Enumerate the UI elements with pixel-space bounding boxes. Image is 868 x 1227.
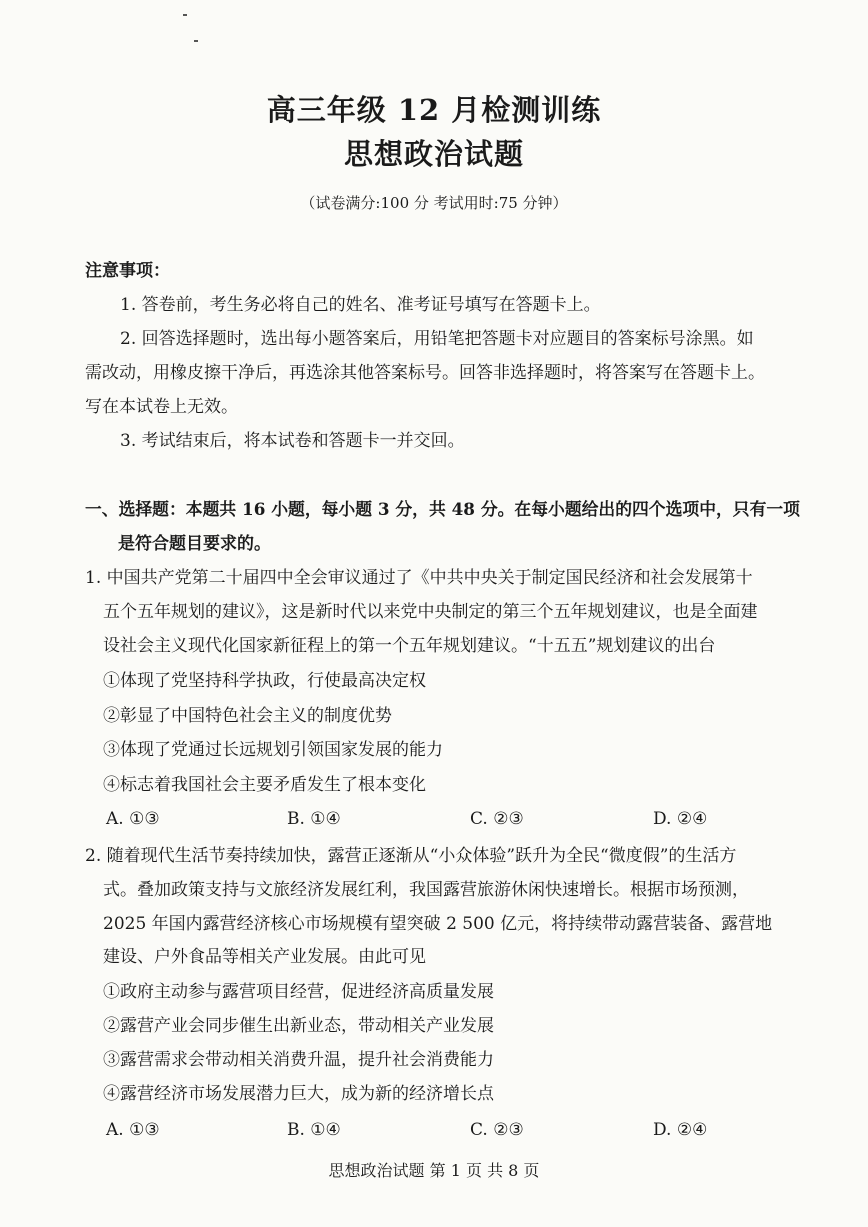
section-heading: 一、选择题：本题共 16 小题，每小题 3 分，共 48 分。在每小题给出的四个选项中，只有一项 [85,500,800,520]
question-2-statement: ①政府主动参与露营项目经营，促进经济高质量发展 [103,982,494,1002]
page-footer: 思想政治试题 第 1 页 共 8 页 [328,1161,540,1180]
section-heading-cont: 是符合题目要求的。 [118,534,271,554]
exam-info: （试卷满分:100 分 考试用时:75 分钟） [300,194,568,212]
question-1-statement: ②彰显了中国特色社会主义的制度优势 [103,706,392,726]
question-1-stem: 1. 中国共产党第二十届四中全会审议通过了《中共中央关于制定国民经济和社会发展第十 [85,568,753,588]
question-2-statement: ②露营产业会同步催生出新业态，带动相关产业发展 [103,1016,494,1036]
question-2-option-d: D. ②④ [653,1120,708,1140]
scan-mark [194,40,198,42]
question-1-option-d: D. ②④ [653,809,708,829]
notice-item-2-cont: 需改动，用橡皮擦干净后，再选涂其他答案标号。回答非选择题时，将答案写在答题卡上。 [85,363,765,383]
question-2-stem-cont: 2025 年国内露营经济核心市场规模有望突破 2 500 亿元，将持续带动露营装备、露营地 [103,914,773,934]
question-1-statement: ①体现了党坚持科学执政，行使最高决定权 [103,671,426,691]
notice-item-3: 3. 考试结束后，将本试卷和答题卡一并交回。 [120,431,465,451]
question-2-statement: ④露营经济市场发展潜力巨大，成为新的经济增长点 [103,1084,494,1104]
notice-heading: 注意事项： [85,261,170,281]
scan-mark [183,14,187,16]
question-1-option-b: B. ①④ [287,809,341,829]
question-1-statement: ④标志着我国社会主要矛盾发生了根本变化 [103,775,426,795]
question-2-option-c: C. ②③ [470,1120,524,1140]
question-2-option-a: A. ①③ [106,1120,160,1140]
question-2-stem-cont: 式。叠加政策支持与文旅经济发展红利，我国露营旅游休闲快速增长。根据市场预测， [103,880,749,900]
question-1-option-c: C. ②③ [470,809,524,829]
question-1-stem-cont: 五个五年规划的建议》，这是新时代以来党中央制定的第三个五年规划建议，也是全面建 [103,602,758,622]
question-2-stem-cont: 建设、户外食品等相关产业发展。由此可见 [103,947,426,967]
question-2-statement: ③露营需求会带动相关消费升温，提升社会消费能力 [103,1050,494,1070]
question-1-stem-cont: 设社会主义现代化国家新征程上的第一个五年规划建议。“十五五”规划建议的出台 [103,636,716,656]
notice-item-2: 2. 回答选择题时，选出每小题答案后，用铅笔把答题卡对应题目的答案标号涂黑。如 [120,329,754,349]
question-2-option-b: B. ①④ [287,1120,341,1140]
exam-title: 高三年级 12 月检测训练 [266,93,602,127]
exam-subject-title: 思想政治试题 [343,137,524,171]
question-1-option-a: A. ①③ [106,809,160,829]
notice-item-2-cont: 写在本试卷上无效。 [85,397,238,417]
question-2-stem: 2. 随着现代生活节奏持续加快，露营正逐渐从“小众体验”跃升为全民“微度假”的生活方 [85,846,737,866]
question-1-statement: ③体现了党通过长远规划引领国家发展的能力 [103,740,443,760]
notice-item-1: 1. 答卷前，考生务必将自己的姓名、准考证号填写在答题卡上。 [120,295,601,315]
